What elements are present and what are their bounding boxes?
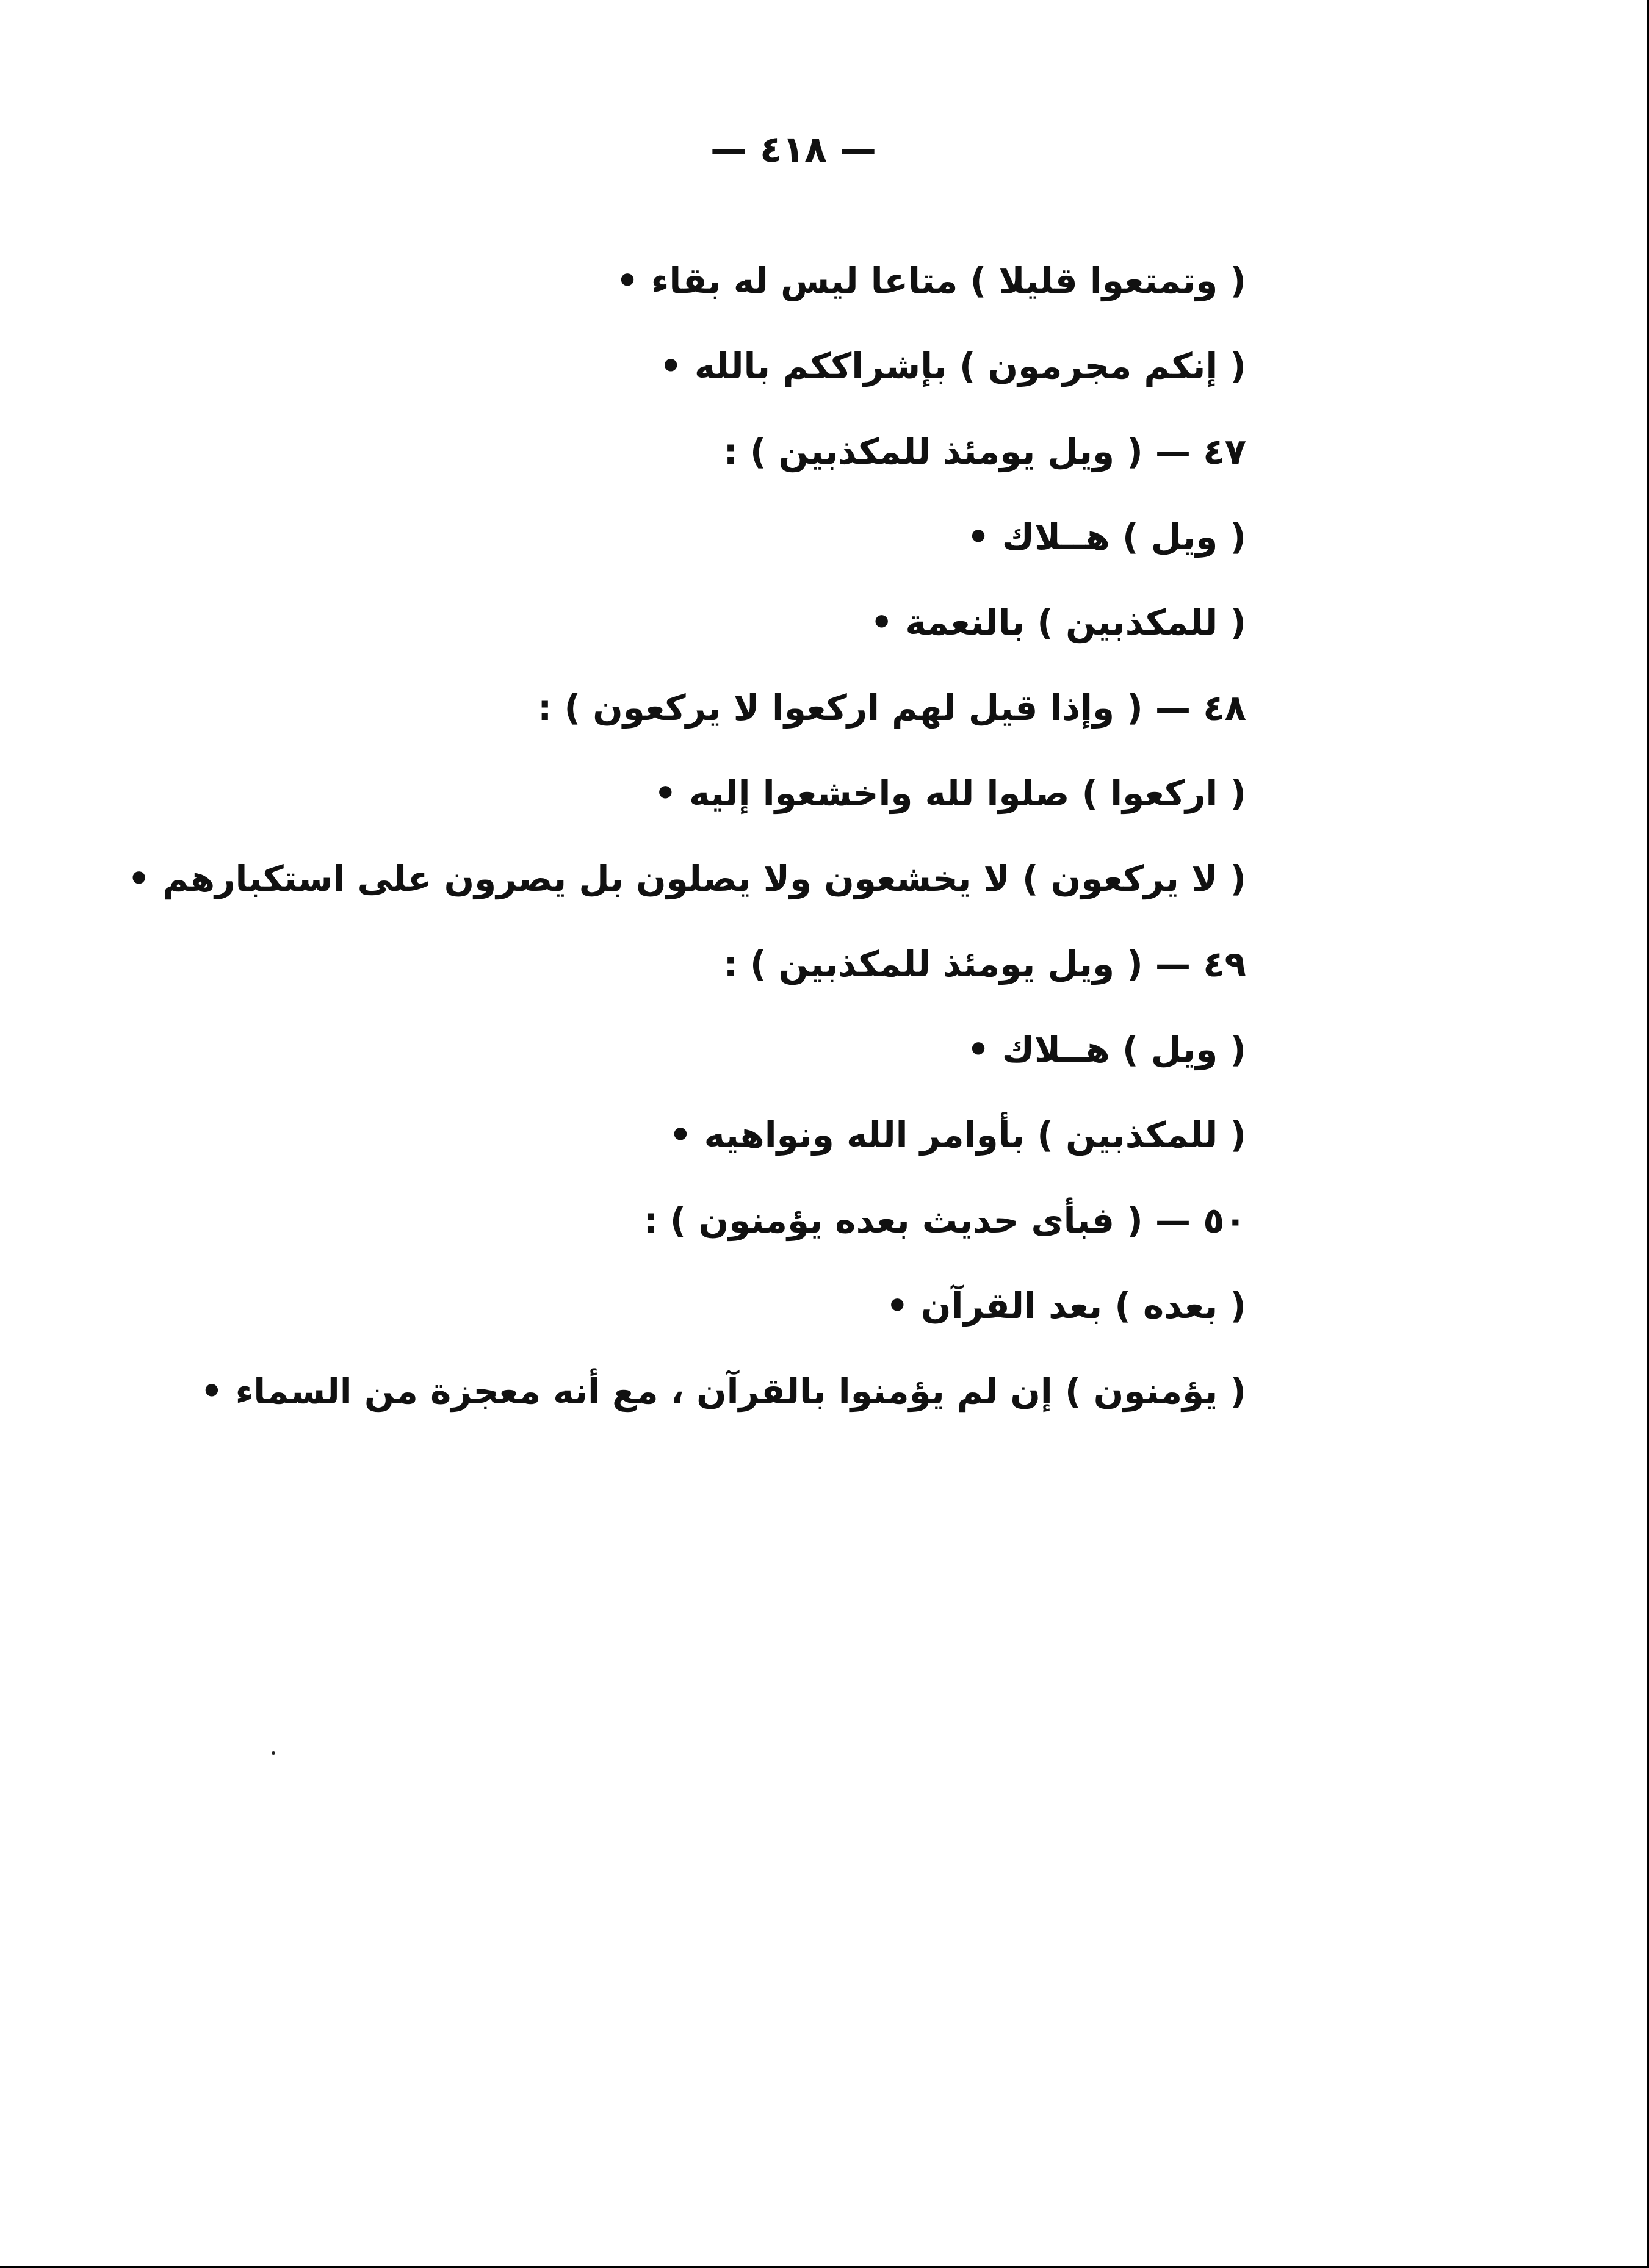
- page-number: — ٤١٨ —: [710, 128, 876, 171]
- scan-speck: [272, 1751, 275, 1755]
- body-line: ( ويل ) هــلاك •: [967, 516, 1246, 558]
- body-line: ( بعده ) بعد القرآن •: [886, 1285, 1246, 1327]
- body-line: ( للمكذبين ) بالنعمة •: [870, 602, 1246, 643]
- body-line: ( اركعوا ) صلوا لله واخشعوا إليه •: [654, 772, 1246, 814]
- body-line: ( يؤمنون ) إن لم يؤمنوا بالقرآن ، مع أنه معجزة من السماء •: [200, 1370, 1246, 1412]
- verse-heading-49: ٤٩ — ( ويل يومئذ للمكذبين ) :: [723, 943, 1246, 985]
- document-body: [128, 238, 1246, 1434]
- body-line: ( للمكذبين ) بأوامر الله ونواهيه •: [669, 1114, 1246, 1156]
- body-line: ( إنكم مجرمون ) بإشراككم بالله •: [659, 345, 1246, 387]
- body-line: ( ويل ) هــلاك •: [967, 1029, 1246, 1070]
- body-line: ( وتمتعوا قليلا ) متاعا ليس له بقاء •: [616, 260, 1246, 301]
- verse-heading-50: ٥٠ — ( فبأى حديث بعده يؤمنون ) :: [643, 1200, 1246, 1241]
- body-line: ( لا يركعون ) لا يخشعون ولا يصلون بل يصرون على استكبارهم •: [128, 858, 1246, 899]
- verse-heading-48: ٤٨ — ( وإذا قيل لهم اركعوا لا يركعون ) :: [538, 687, 1246, 729]
- verse-heading-47: ٤٧ — ( ويل يومئذ للمكذبين ) :: [723, 431, 1246, 472]
